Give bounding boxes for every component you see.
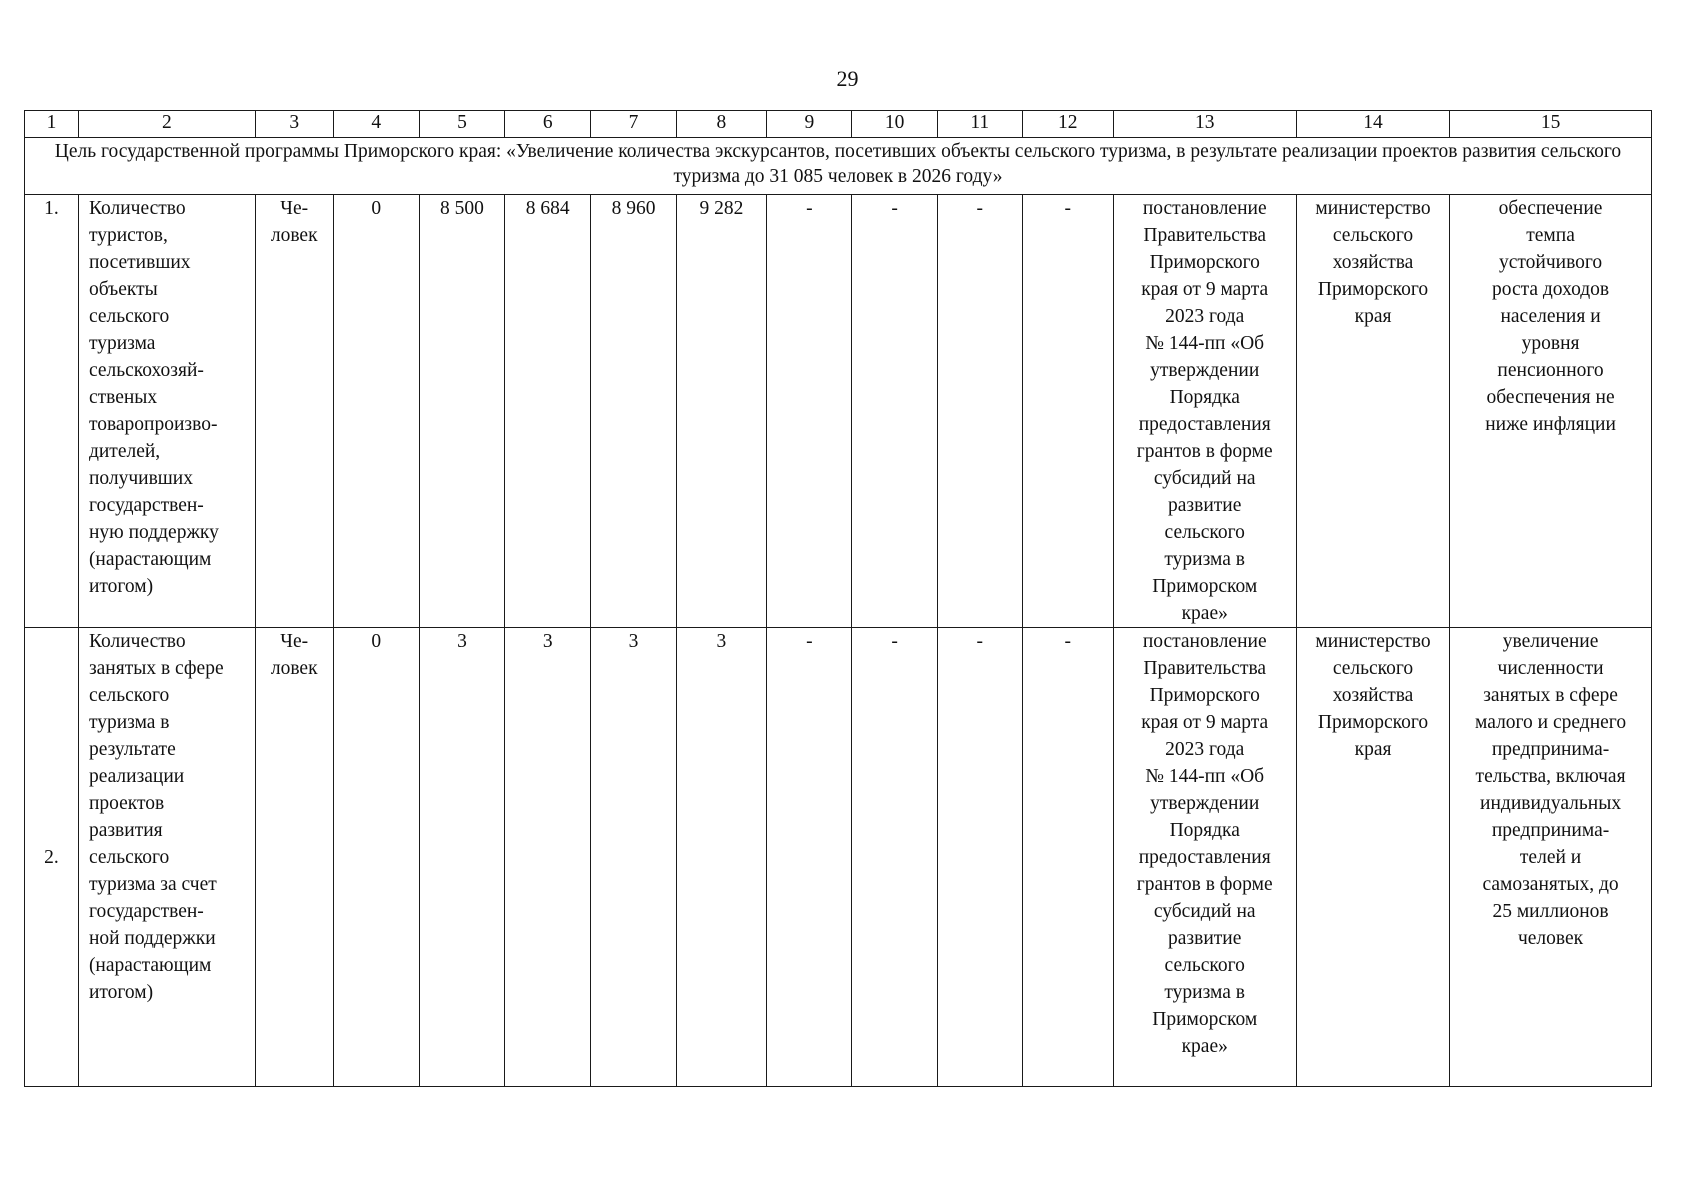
value-col-6: 3: [505, 628, 591, 1087]
header-cell-4: 4: [333, 111, 419, 138]
value-col-4: 0: [333, 195, 419, 628]
value-col-4: 0: [333, 628, 419, 1087]
program-goal-row: [25, 138, 1652, 195]
value-col-11: -: [937, 628, 1022, 1087]
header-cell-3: 3: [255, 111, 333, 138]
value-col-10: -: [852, 628, 937, 1087]
header-cell-11: 11: [937, 111, 1022, 138]
value-col-9: -: [767, 628, 852, 1087]
value-col-6: 8 684: [505, 195, 591, 628]
header-cell-2: 2: [78, 111, 255, 138]
value-col-12: -: [1022, 628, 1113, 1087]
value-col-5: 3: [419, 628, 504, 1087]
indicators-table: [24, 110, 1652, 1087]
unit-of-measure: Че- ловек: [255, 195, 333, 628]
national-goal-link: увеличение численности занятых в сфере малого и среднего предпринима- тельства, включая индивидуальных предпринима- телей и самозанятых, до 25 миллионов человек: [1450, 628, 1652, 1087]
value-col-11: -: [937, 195, 1022, 628]
value-col-8: 3: [676, 628, 767, 1087]
value-col-7: 8 960: [591, 195, 676, 628]
responsible-body: министерство сельского хозяйства Приморского края: [1296, 195, 1449, 628]
header-cell-14: 14: [1296, 111, 1449, 138]
regulatory-document: постановление Правительства Приморского края от 9 марта 2023 года № 144-пп «Об утверждении Порядка предоставления грантов в форме субсидий на развитие сельского туризма в Приморском крае»: [1113, 195, 1296, 628]
indicator-name: Количество занятых в сфере сельского туризма в результате реализации проектов развития сельского туризма за счет государствен- ной поддержки (нарастающим итогом): [78, 628, 255, 1087]
row-number: 2.: [25, 628, 79, 1087]
indicator-name: Количество туристов, посетивших объекты сельского туризма сельскохозяй- ственых товаропроизво- дителей, получивших государствен- ную поддержку (нарастающим итогом): [78, 195, 255, 628]
header-cell-6: 6: [505, 111, 591, 138]
value-col-12: -: [1022, 195, 1113, 628]
header-cell-13: 13: [1113, 111, 1296, 138]
value-col-5: 8 500: [419, 195, 504, 628]
header-cell-15: 15: [1450, 111, 1652, 138]
header-cell-12: 12: [1022, 111, 1113, 138]
program-goal-text: Цель государственной программы Приморского края: «Увеличение количества экскурсантов, посетивших объекты сельского туризма, в результате реализации проектов развития сельского туризма до 31 085 человек в 2026 году»: [25, 138, 1652, 195]
header-cell-9: 9: [767, 111, 852, 138]
header-cell-10: 10: [852, 111, 937, 138]
row-number: 1.: [25, 195, 79, 628]
table-row: [25, 628, 1652, 1087]
value-col-7: 3: [591, 628, 676, 1087]
regulatory-document: постановление Правительства Приморского края от 9 марта 2023 года № 144-пп «Об утверждении Порядка предоставления грантов в форме субсидий на развитие сельского туризма в Приморском крае»: [1113, 628, 1296, 1087]
unit-of-measure: Че- ловек: [255, 628, 333, 1087]
header-cell-8: 8: [676, 111, 767, 138]
value-col-9: -: [767, 195, 852, 628]
value-col-10: -: [852, 195, 937, 628]
table-row: [25, 195, 1652, 628]
responsible-body: министерство сельского хозяйства Приморского края: [1296, 628, 1449, 1087]
column-number-row: [25, 111, 1652, 138]
page-number: 29: [836, 66, 859, 91]
header-cell-7: 7: [591, 111, 676, 138]
national-goal-link: обеспечение темпа устойчивого роста доходов населения и уровня пенсионного обеспечения не ниже инфляции: [1450, 195, 1652, 628]
header-cell-1: 1: [25, 111, 79, 138]
header-cell-5: 5: [419, 111, 504, 138]
value-col-8: 9 282: [676, 195, 767, 628]
